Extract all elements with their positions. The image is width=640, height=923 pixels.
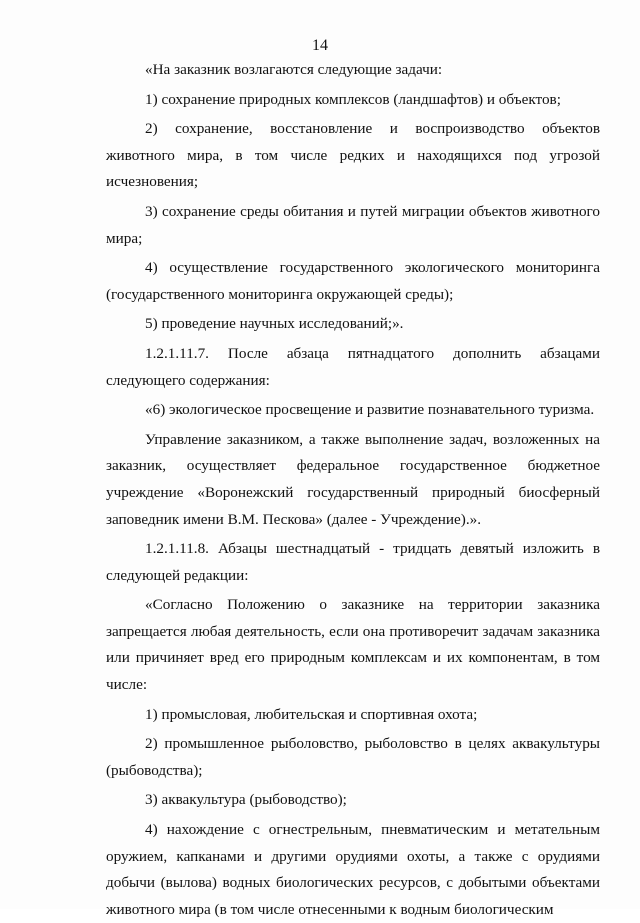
page-number: 14 bbox=[312, 37, 328, 54]
paragraph-task-4: 4) осуществление государственного экологического мониторинга (государственного мониторинга окружающей среды); bbox=[106, 259, 600, 303]
paragraph-tasks-intro: «На заказник возлагаются следующие задачи: bbox=[145, 61, 443, 78]
paragraph-prohibition-1: 1) промысловая, любительская и спортивная охота; bbox=[145, 705, 478, 723]
paragraph-management: Управление заказником, а также выполнение задач, возложенных на заказник, осуществляет федеральное государственное бюджетное учреждение «Воронежский государственный природный биосферный заповедник имени В.М. Пескова» (далее - Учреждение).». bbox=[106, 430, 600, 528]
paragraph-task-2: 2) сохранение, восстановление и воспроизводство объектов животного мира, в том числе редких и находящихся под угрозой исчезновения; bbox=[106, 120, 600, 191]
paragraph-task-5: 5) проведение научных исследований;». bbox=[145, 315, 404, 333]
paragraph-task-6: «6) экологическое просвещение и развитие познавательного туризма. bbox=[145, 401, 595, 419]
paragraph-prohibition-3: 3) аквакультура (рыбоводство); bbox=[145, 791, 347, 809]
paragraph-clause-1-2-1-11-8: 1.2.1.11.8. Абзацы шестнадцатый - тридцать девятый изложить в следующей редакции: bbox=[106, 540, 600, 584]
paragraph-prohibition-4: 4) нахождение с огнестрельным, пневматическим и метательным оружием, капканами и другими орудиями охоты, а также с орудиями добычи (вылова) водных биологических ресурсов, с добытыми объектами животного мира (в том числе отнесенными к водным биологическим bbox=[106, 821, 600, 918]
paragraph-task-3: 3) сохранение среды обитания и путей миграции объектов животного мира; bbox=[106, 202, 600, 247]
paragraph-clause-1-2-1-11-7: 1.2.1.11.7. После абзаца пятнадцатого дополнить абзацами следующего содержания: bbox=[106, 344, 600, 389]
paragraph-prohibition-2: 2) промышленное рыболовство, рыболовство в целях аквакультуры (рыбоводства); bbox=[106, 735, 600, 779]
paragraph-task-1: 1) сохранение природных комплексов (ландшафтов) и объектов; bbox=[145, 90, 561, 108]
document-body bbox=[106, 57, 600, 923]
paragraph-prohibition-intro: «Согласно Положению о заказнике на территории заказника запрещается любая деятельность, если она противоречит задачам заказника или причиняет вред его природным комплексам и их компонентам, в том числе: bbox=[106, 596, 600, 694]
